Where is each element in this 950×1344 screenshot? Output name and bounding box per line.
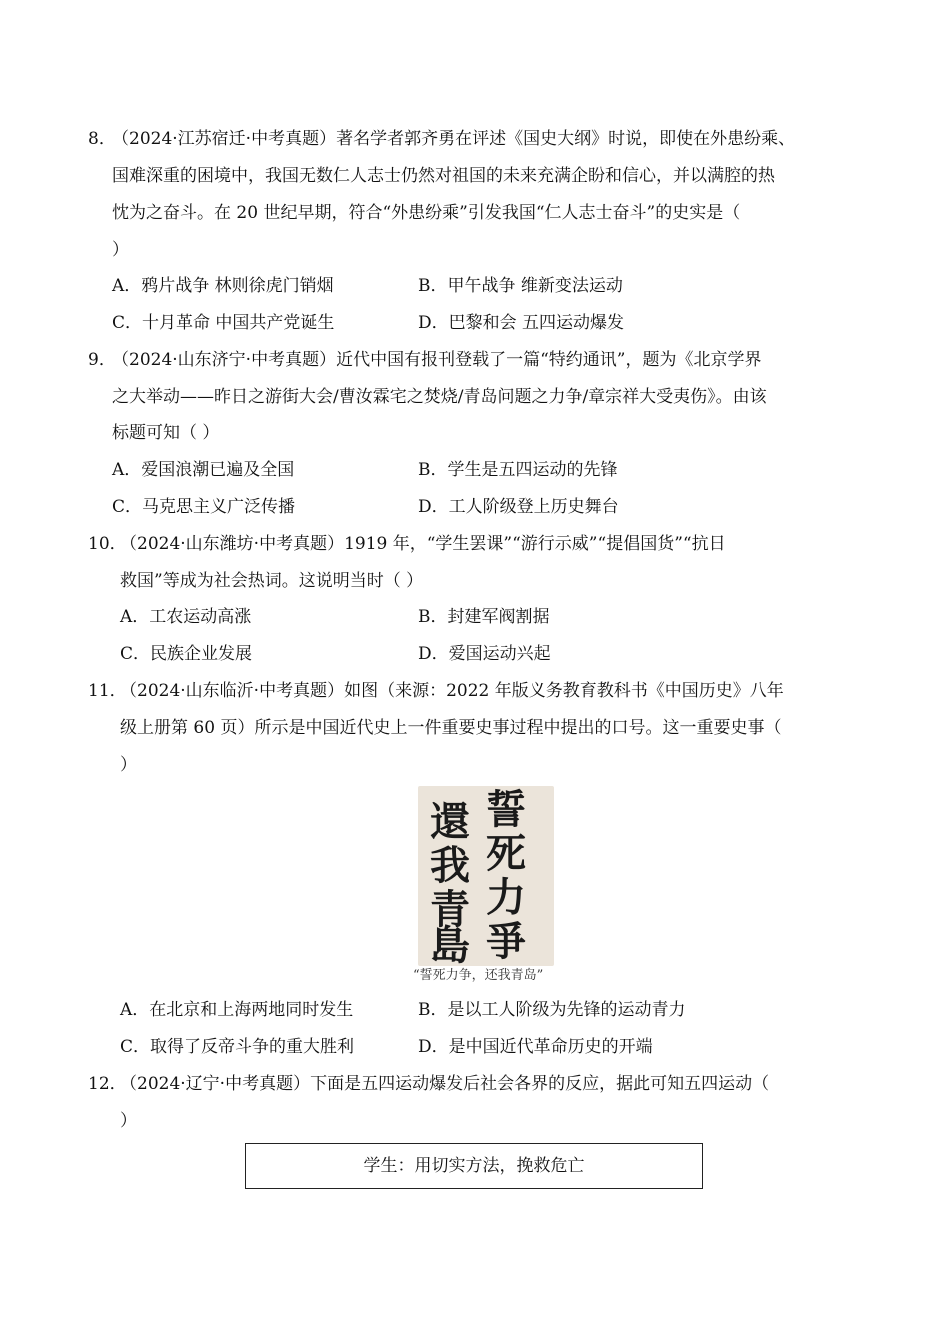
option-a[interactable]: A．鸦片战争 林则徐虎门销烟 bbox=[112, 276, 334, 296]
question-text-line: （2024·辽宁·中考真题）下面是五四运动爆发后社会各界的反应，据此可知五四运动（ bbox=[120, 1074, 770, 1094]
option-c[interactable]: C．马克思主义广泛传播 bbox=[112, 497, 296, 517]
question-text-line: 救国”等成为社会热词。这说明当时（ ） bbox=[120, 571, 424, 591]
question-text-line: 之大举动——昨日之游街大会/曹汝霖宅之焚烧/青岛问题之力争/章宗祥大受夷伤》。由该 bbox=[112, 387, 767, 407]
quote-box-text: 学生：用切实方法，挽救危亡 bbox=[363, 1156, 585, 1176]
option-a[interactable]: A．在北京和上海两地同时发生 bbox=[120, 1000, 354, 1020]
option-c[interactable]: C．民族企业发展 bbox=[120, 644, 253, 664]
question-text-line: （2024·山东济宁·中考真题）近代中国有报刊登载了一篇“特约通讯”，题为《北京学界 bbox=[112, 350, 762, 370]
option-d[interactable]: D．工人阶级登上历史舞台 bbox=[418, 497, 619, 517]
question-text-line: 级上册第 60 页）所示是中国近代史上一件重要史事过程中提出的口号。这一重要史事（ bbox=[120, 718, 782, 738]
question-text-line: 标题可知（ ） bbox=[112, 423, 220, 443]
option-a[interactable]: A．爱国浪潮已遍及全国 bbox=[112, 460, 295, 480]
question-number: 10． bbox=[88, 534, 127, 554]
option-b[interactable]: B．是以工人阶级为先锋的运动青力 bbox=[418, 1000, 686, 1020]
option-b[interactable]: B．封建军阀割据 bbox=[418, 607, 550, 627]
question-text-line: ） bbox=[120, 1111, 137, 1131]
option-d[interactable]: D．爱国运动兴起 bbox=[418, 644, 551, 664]
option-b[interactable]: B．学生是五四运动的先锋 bbox=[418, 460, 618, 480]
question-number: 12． bbox=[88, 1074, 127, 1094]
question-text-line: 忱为之奋斗。在 20 世纪早期，符合“外患纷乘”引发我国“仁人志士奋斗”的史实是（ bbox=[112, 203, 741, 223]
calligraphy-char: 爭 bbox=[486, 918, 526, 965]
figure-caption: “誓死力争，还我青岛” bbox=[413, 968, 544, 983]
question-text-line: （2024·山东临沂·中考真题）如图（来源：2022 年版义务教育教科书《中国历史》八年 bbox=[120, 681, 784, 701]
question-text-line: （2024·江苏宿迁·中考真题）著名学者郭齐勇在评述《国史大纲》时说，即使在外患纷乘、 bbox=[112, 129, 796, 149]
calligraphy-char: 青 bbox=[430, 886, 470, 933]
option-a[interactable]: A．工农运动高涨 bbox=[120, 607, 252, 627]
question-text-line: 国难深重的困境中，我国无数仁人志士仍然对祖国的未来充满企盼和信心，并以满腔的热 bbox=[112, 166, 775, 186]
question-text-line: ） bbox=[112, 240, 129, 260]
calligraphy-char: 力 bbox=[486, 874, 526, 921]
option-b[interactable]: B．甲午战争 维新变法运动 bbox=[418, 276, 623, 296]
option-c[interactable]: C．十月革命 中国共产党诞生 bbox=[112, 313, 335, 333]
option-d[interactable]: D．是中国近代革命历史的开端 bbox=[418, 1037, 653, 1057]
calligraphy-char: 島 bbox=[430, 922, 470, 969]
option-c[interactable]: C．取得了反帝斗争的重大胜利 bbox=[120, 1037, 355, 1057]
question-text-line: ） bbox=[120, 755, 137, 775]
slogan-calligraphy-image bbox=[418, 786, 554, 969]
question-number: 8． bbox=[88, 129, 116, 149]
question-text-line: （2024·山东潍坊·中考真题）1919 年，“学生罢课”“游行示威”“提倡国货”“抗日 bbox=[120, 534, 726, 554]
option-d[interactable]: D．巴黎和会 五四运动爆发 bbox=[418, 313, 625, 333]
calligraphy-char: 還 bbox=[430, 798, 470, 845]
calligraphy-char: 誓 bbox=[486, 786, 526, 833]
question-number: 11． bbox=[88, 681, 127, 701]
question-number: 9． bbox=[88, 350, 116, 370]
calligraphy-char: 死 bbox=[486, 830, 526, 877]
calligraphy-char: 我 bbox=[430, 842, 470, 889]
quote-box bbox=[245, 1143, 703, 1189]
